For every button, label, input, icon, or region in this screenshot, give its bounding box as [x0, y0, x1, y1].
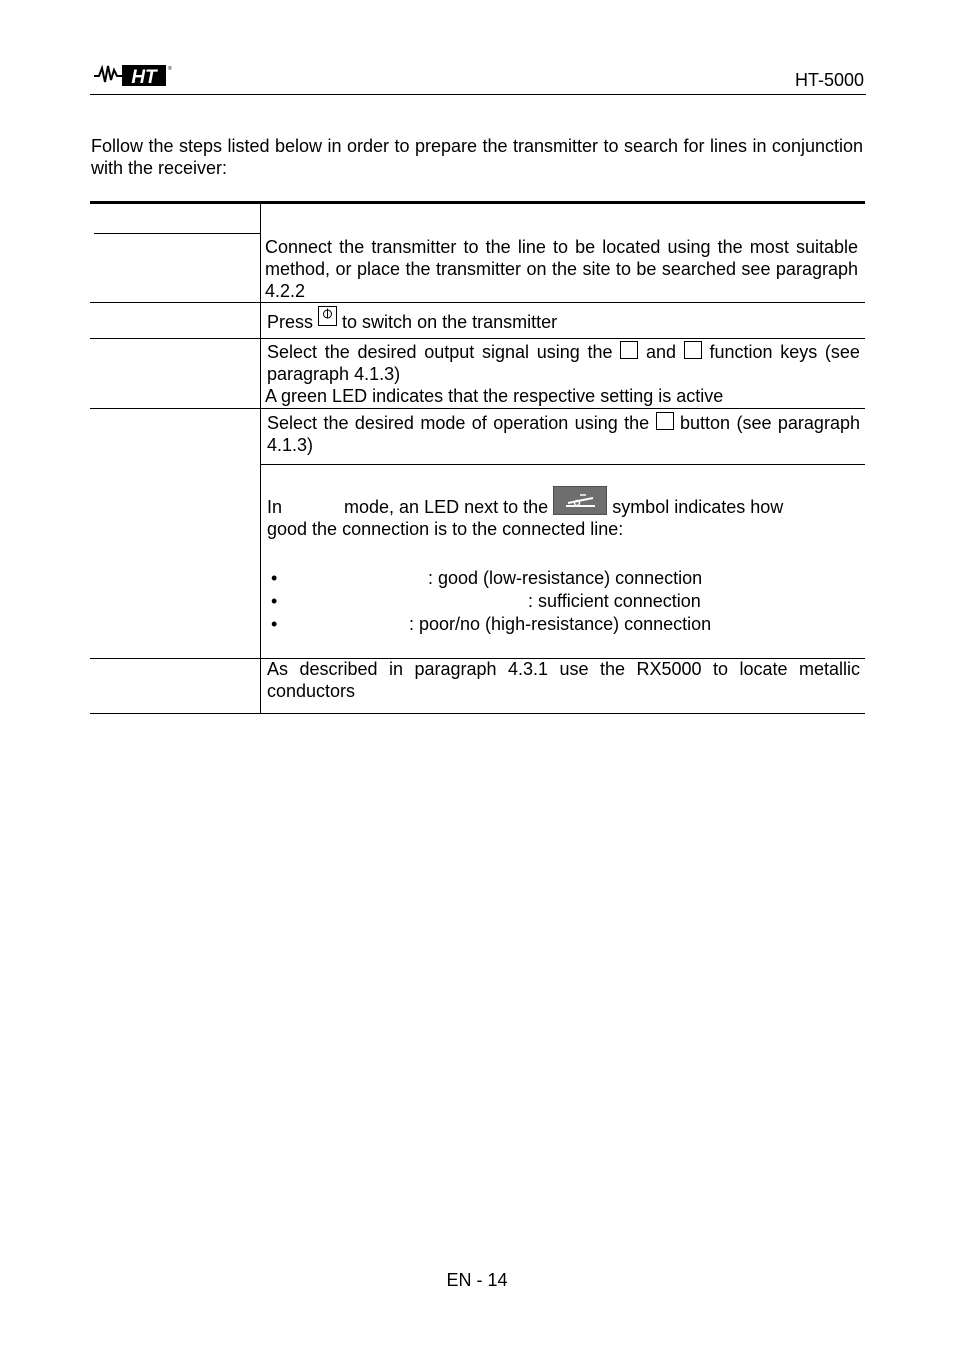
step-2-text: Press to switch on the transmitter — [267, 306, 860, 333]
step-3-text — [267, 341, 860, 407]
step-4-detail: In mode, an LED next to the symbol indicates how good the connection is to the connected line: — [267, 486, 827, 540]
connection-status-list — [267, 567, 857, 636]
step-4-text: Select the desired mode of operation using the button (see paragraph 4.1.3) — [267, 413, 860, 455]
table-rule — [90, 302, 865, 303]
step-5-text: As described in paragraph 4.3.1 use the RX5000 to locate metallic conductors — [267, 659, 860, 701]
step-3-note: A green LED indicates that the respective setting is active — [265, 386, 724, 406]
svg-text:®: ® — [168, 66, 172, 72]
table-column-divider — [260, 204, 261, 714]
svg-text:HT: HT — [131, 67, 157, 88]
table-rule — [90, 408, 865, 409]
page-number: EN - 14 — [446, 1270, 508, 1290]
header-divider — [90, 94, 866, 95]
table-bottom-rule — [90, 713, 865, 714]
list-item: • : sufficient connection — [271, 591, 701, 611]
power-key-icon — [318, 306, 337, 326]
step-1-text: Connect the transmitter to the line to be located using the most suitable method, or place the transmitter on the site to be searched see paragraph 4.2.2 — [265, 237, 858, 301]
mode-key-icon — [656, 412, 674, 430]
table-rule — [90, 338, 865, 339]
list-item: • : poor/no (high-resistance) connection — [271, 614, 712, 634]
table-rule — [260, 464, 865, 465]
connection-symbol-icon — [553, 486, 607, 515]
step-3-instruction: Select the desired output signal using the and function keys (see paragraph 4.1.3) — [267, 342, 860, 384]
model-name: HT-5000 — [794, 70, 864, 90]
intro-paragraph: Follow the steps listed below in order to prepare the transmitter to search for lines in conjunction with the receiver: — [91, 136, 863, 178]
function-key-icon — [620, 341, 638, 359]
ht-logo — [92, 62, 172, 88]
function-key-icon — [684, 341, 702, 359]
table-rule — [94, 233, 260, 234]
list-item: • : good (low-resistance) connection — [271, 568, 703, 588]
steps-table — [90, 201, 865, 714]
table-top-rule — [90, 201, 865, 204]
